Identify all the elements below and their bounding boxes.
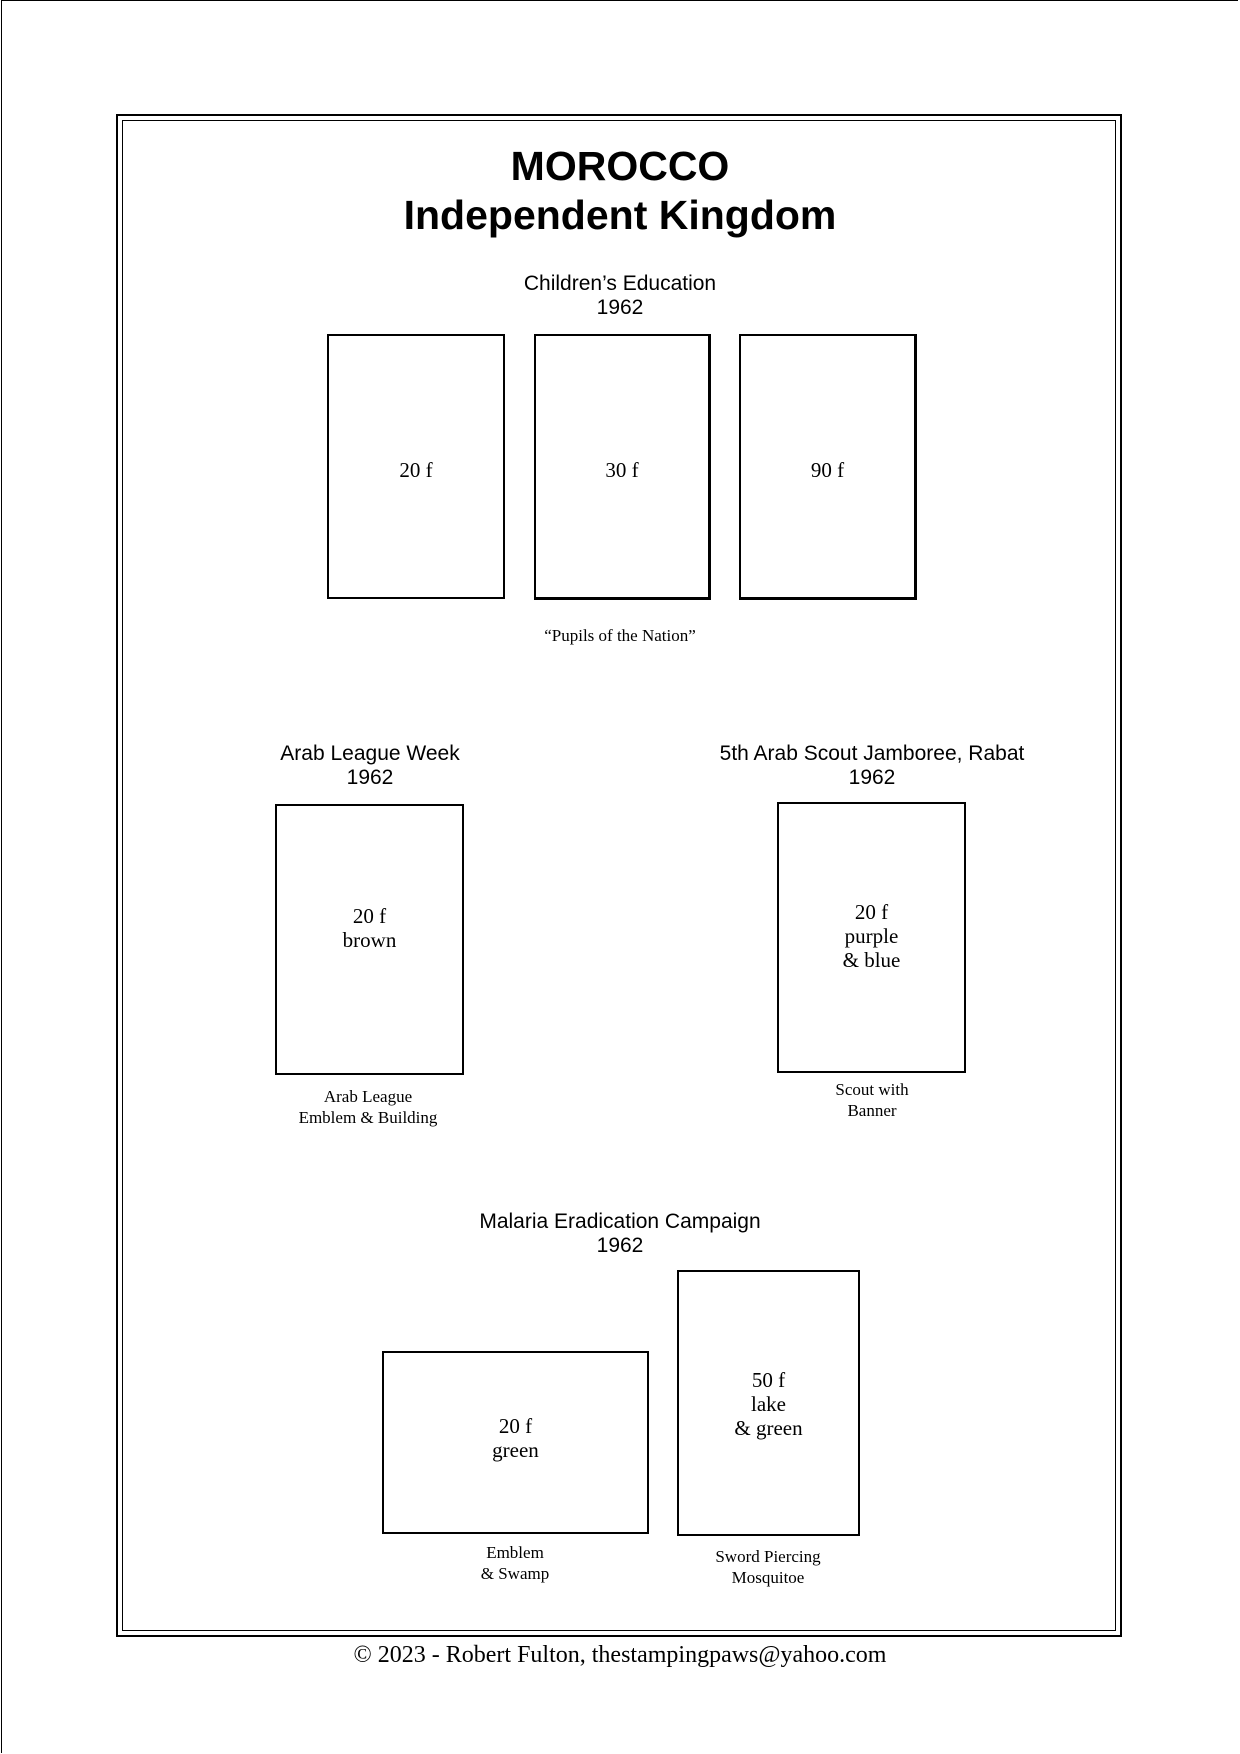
section-heading-scout-jamboree bbox=[672, 742, 1072, 790]
stamp-caption: Emblem & Swamp bbox=[480, 1543, 550, 1583]
stamp-space-50f-lake-green bbox=[677, 1270, 860, 1536]
stamp-space-20f-purple-blue bbox=[777, 802, 966, 1073]
stamp-color: brown bbox=[342, 928, 397, 952]
stamp-color: green bbox=[492, 1438, 539, 1462]
stamp-space-20f-green bbox=[382, 1351, 649, 1534]
stamp-color: & blue bbox=[842, 948, 901, 972]
section-year: 1962 bbox=[346, 766, 394, 789]
stamp-caption: Arab League Emblem & Building bbox=[298, 1087, 438, 1127]
stamp-caption: “Pupils of the Nation” bbox=[544, 626, 696, 645]
section-title: Malaria Eradication Campaign bbox=[479, 1210, 761, 1233]
section-year: 1962 bbox=[596, 1234, 644, 1257]
stamp-caption: Scout with Banner bbox=[835, 1080, 909, 1120]
stamp-color: & green bbox=[734, 1416, 803, 1440]
stamp-denomination: 20 f bbox=[352, 904, 387, 928]
section-heading-arab-league-week bbox=[220, 742, 520, 790]
section-title: Arab League Week bbox=[280, 742, 460, 765]
section-title: 5th Arab Scout Jamboree, Rabat bbox=[719, 742, 1025, 765]
stamp-denomination: 90 f bbox=[810, 458, 845, 482]
stamp-denomination: 30 f bbox=[605, 458, 639, 482]
page-subtitle: Independent Kingdom bbox=[403, 192, 837, 238]
stamp-caption: Sword Piercing Mosquitoe bbox=[715, 1547, 821, 1587]
section-heading-childrens-education bbox=[420, 272, 820, 320]
stamp-color: lake bbox=[751, 1392, 786, 1416]
stamp-denomination: 20 f bbox=[399, 458, 433, 482]
stamp-space-90f bbox=[739, 334, 917, 600]
stamp-space-30f bbox=[534, 334, 711, 600]
stamp-color: purple bbox=[844, 924, 899, 948]
section-year: 1962 bbox=[596, 296, 644, 319]
section-year: 1962 bbox=[848, 766, 896, 789]
stamp-space-20f bbox=[327, 334, 505, 599]
stamp-denomination: 20 f bbox=[498, 1414, 533, 1438]
stamp-denomination: 20 f bbox=[854, 900, 889, 924]
stamp-denomination: 50 f bbox=[751, 1368, 786, 1392]
stamp-space-20f-brown bbox=[275, 804, 464, 1075]
section-heading-malaria-eradication bbox=[420, 1210, 820, 1258]
copyright-footer: © 2023 - Robert Fulton, thestampingpaws@yahoo.com bbox=[353, 1642, 887, 1668]
page-title: MOROCCO bbox=[510, 143, 730, 189]
section-title: Children’s Education bbox=[523, 272, 717, 295]
